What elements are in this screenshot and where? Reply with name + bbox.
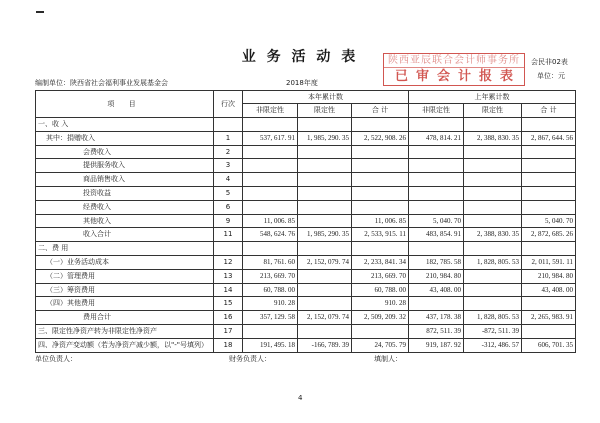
previous-restricted-value: 1, 828, 805. 53 (464, 255, 522, 269)
current-total-value (352, 242, 409, 256)
current-restricted-value (298, 159, 352, 173)
previous-total-value: 5, 040. 70 (522, 214, 576, 228)
row-investment-income (36, 186, 576, 200)
previous-total-value: 2, 265, 983. 91 (522, 311, 576, 325)
row-line-number: 4 (214, 173, 243, 187)
current-total-value: 60, 788. 00 (352, 283, 409, 297)
current-total-value: 2, 533, 915. 11 (352, 228, 409, 242)
row-other-income (36, 214, 576, 228)
stamp-firm-name: 陕西亚辰联合会计师事务所 (384, 54, 524, 68)
stamp-audited-label: 已审会计报表 (394, 69, 521, 84)
row-line-number: 9 (214, 214, 243, 228)
previous-restricted-value (464, 118, 522, 132)
footer-preparer: 填制人： (374, 355, 402, 363)
previous-total-value (522, 159, 576, 173)
previous-total-value (522, 200, 576, 214)
current-restricted-value (298, 186, 352, 200)
row-label: 二、费 用 (36, 242, 214, 256)
header-current-unrestricted: 非限定性 (243, 104, 298, 118)
current-restricted-value (298, 173, 352, 187)
row-line-number: 1 (214, 131, 243, 145)
current-unrestricted-value: 81, 761. 60 (243, 255, 298, 269)
header-current-total: 合 计 (352, 104, 409, 118)
row-label: 一、收 入 (36, 118, 214, 132)
previous-restricted-value (464, 200, 522, 214)
row-label: （一）业务活动成本 (36, 255, 214, 269)
current-restricted-value (298, 269, 352, 283)
header-current-restricted: 限定性 (298, 104, 352, 118)
header-row-periods (36, 91, 576, 104)
current-unrestricted-value: 191, 495. 18 (243, 338, 298, 352)
current-total-value (352, 145, 409, 159)
previous-unrestricted-value: 437, 178. 38 (409, 311, 464, 325)
previous-restricted-value (464, 283, 522, 297)
previous-total-value (522, 186, 576, 200)
row-line-number: 16 (214, 311, 243, 325)
current-unrestricted-value (243, 324, 298, 338)
preparing-organization: 编制单位：陕西省社会福利事业发展基金会 (35, 79, 168, 87)
previous-unrestricted-value: 872, 511. 39 (409, 324, 464, 338)
row-label: 其他收入 (36, 214, 214, 228)
current-restricted-value (298, 283, 352, 297)
current-unrestricted-value (243, 159, 298, 173)
row-other-expenses (36, 297, 576, 311)
header-line-number: 行次 (214, 91, 243, 118)
row-label: （二）管理费用 (36, 269, 214, 283)
current-restricted-value (298, 324, 352, 338)
header-previous-year: 上年累计数 (409, 91, 576, 104)
current-total-value (352, 200, 409, 214)
previous-restricted-value (464, 242, 522, 256)
previous-restricted-value: 1, 828, 805. 53 (464, 311, 522, 325)
previous-total-value: 210, 984. 80 (522, 269, 576, 283)
row-line-number: 12 (214, 255, 243, 269)
row-restriction-release (36, 324, 576, 338)
row-label: 商品销售收入 (36, 173, 214, 187)
previous-total-value (522, 242, 576, 256)
previous-total-value (522, 145, 576, 159)
activity-statement-table (35, 90, 576, 353)
row-service-income (36, 159, 576, 173)
row-label: 会费收入 (36, 145, 214, 159)
row-line-number (214, 118, 243, 132)
current-total-value: 213, 669. 70 (352, 269, 409, 283)
current-total-value (352, 324, 409, 338)
previous-restricted-value: 2, 388, 830. 35 (464, 131, 522, 145)
row-line-number: 17 (214, 324, 243, 338)
form-code: 会民非02表 (531, 58, 568, 66)
row-line-number: 13 (214, 269, 243, 283)
current-total-value: 910. 28 (352, 297, 409, 311)
previous-total-value (522, 297, 576, 311)
row-line-number: 15 (214, 297, 243, 311)
row-label: 经费收入 (36, 200, 214, 214)
previous-unrestricted-value (409, 200, 464, 214)
row-label: 费用合计 (36, 311, 214, 325)
footer-unit-head: 单位负责人： (35, 355, 77, 363)
current-total-value: 11, 006. 85 (352, 214, 409, 228)
current-unrestricted-value: 548, 624. 76 (243, 228, 298, 242)
current-unrestricted-value (243, 200, 298, 214)
row-label: 其中：捐赠收入 (36, 131, 214, 145)
current-restricted-value (298, 297, 352, 311)
previous-unrestricted-value: 919, 187. 92 (409, 338, 464, 352)
current-total-value (352, 186, 409, 200)
current-restricted-value: 2, 152, 079. 74 (298, 311, 352, 325)
row-label: 收入合计 (36, 228, 214, 242)
previous-restricted-value: 2, 388, 830. 35 (464, 228, 522, 242)
previous-total-value: 2, 011, 591. 11 (522, 255, 576, 269)
previous-unrestricted-value: 210, 984. 80 (409, 269, 464, 283)
current-total-value: 24, 705. 79 (352, 338, 409, 352)
previous-restricted-value: -872, 511. 39 (464, 324, 522, 338)
current-total-value (352, 159, 409, 173)
current-unrestricted-value (243, 242, 298, 256)
previous-total-value: 2, 867, 644. 56 (522, 131, 576, 145)
current-restricted-value: 2, 152, 079. 74 (298, 255, 352, 269)
current-restricted-value (298, 242, 352, 256)
current-total-value (352, 118, 409, 132)
previous-restricted-value (464, 269, 522, 283)
row-label: （三）筹资费用 (36, 283, 214, 297)
previous-restricted-value (464, 214, 522, 228)
current-unrestricted-value (243, 145, 298, 159)
header-current-year: 本年累计数 (243, 91, 409, 104)
current-restricted-value: 1, 985, 290. 35 (298, 131, 352, 145)
previous-unrestricted-value: 182, 785. 58 (409, 255, 464, 269)
row-line-number: 5 (214, 186, 243, 200)
previous-restricted-value (464, 297, 522, 311)
row-program-activity-cost (36, 255, 576, 269)
row-line-number: 2 (214, 145, 243, 159)
previous-restricted-value (464, 145, 522, 159)
current-unrestricted-value: 357, 129. 58 (243, 311, 298, 325)
previous-unrestricted-value: 483, 854. 91 (409, 228, 464, 242)
previous-total-value (522, 324, 576, 338)
current-unrestricted-value (243, 186, 298, 200)
row-line-number: 11 (214, 228, 243, 242)
previous-total-value: 43, 408. 00 (522, 283, 576, 297)
row-label: 提供服务收入 (36, 159, 214, 173)
previous-unrestricted-value (409, 145, 464, 159)
current-unrestricted-value: 537, 617. 91 (243, 131, 298, 145)
current-unrestricted-value: 11, 006. 85 (243, 214, 298, 228)
current-restricted-value: 1, 985, 290. 35 (298, 228, 352, 242)
previous-unrestricted-value (409, 186, 464, 200)
previous-unrestricted-value: 478, 814. 21 (409, 131, 464, 145)
row-label: 投资收益 (36, 186, 214, 200)
row-line-number: 3 (214, 159, 243, 173)
row-donation-income (36, 131, 576, 145)
header-item: 项 目 (36, 91, 214, 118)
previous-unrestricted-value (409, 173, 464, 187)
current-restricted-value (298, 214, 352, 228)
row-total-income (36, 228, 576, 242)
page-title: 业 务 活 动 表 (241, 49, 359, 65)
current-unrestricted-value (243, 173, 298, 187)
current-restricted-value (298, 145, 352, 159)
row-line-number (214, 242, 243, 256)
previous-unrestricted-value (409, 118, 464, 132)
current-unrestricted-value: 910. 28 (243, 297, 298, 311)
current-unrestricted-value: 60, 788. 00 (243, 283, 298, 297)
currency-unit: 单位：元 (537, 72, 565, 80)
previous-total-value (522, 118, 576, 132)
previous-unrestricted-value (409, 159, 464, 173)
current-restricted-value (298, 200, 352, 214)
current-total-value: 2, 233, 841. 34 (352, 255, 409, 269)
previous-restricted-value (464, 159, 522, 173)
row-net-asset-change (36, 338, 576, 352)
previous-unrestricted-value: 43, 408. 00 (409, 283, 464, 297)
current-total-value: 2, 509, 209. 32 (352, 311, 409, 325)
header-previous-unrestricted: 非限定性 (409, 104, 464, 118)
page-number: 4 (298, 394, 303, 402)
previous-unrestricted-value: 5, 040. 70 (409, 214, 464, 228)
previous-total-value (522, 173, 576, 187)
footer-finance-head: 财务负责人： (229, 355, 271, 363)
row-label: 三、限定性净资产转为非限定性净资产 (36, 324, 214, 338)
current-total-value: 2, 522, 908. 26 (352, 131, 409, 145)
current-total-value (352, 173, 409, 187)
row-line-number: 18 (214, 338, 243, 352)
current-restricted-value (298, 118, 352, 132)
section-income (36, 118, 576, 132)
row-fundraising-expenses (36, 283, 576, 297)
header-previous-restricted: 限定性 (464, 104, 522, 118)
row-line-number: 14 (214, 283, 243, 297)
current-restricted-value: -166, 789. 39 (298, 338, 352, 352)
row-label: 四、净资产变动额（若为净资产减少额，以"-"号填列） (36, 338, 214, 352)
current-unrestricted-value (243, 118, 298, 132)
section-expenses (36, 242, 576, 256)
previous-restricted-value (464, 186, 522, 200)
report-period: 2018年度 (286, 79, 318, 87)
current-unrestricted-value: 213, 669. 70 (243, 269, 298, 283)
row-total-expenses (36, 311, 576, 325)
audit-stamp (383, 53, 525, 86)
previous-restricted-value (464, 173, 522, 187)
previous-unrestricted-value (409, 242, 464, 256)
row-line-number: 6 (214, 200, 243, 214)
row-membership-fee-income (36, 145, 576, 159)
previous-restricted-value: -312, 486. 57 (464, 338, 522, 352)
row-merchandise-sales-income (36, 173, 576, 187)
corner-mark (36, 11, 44, 13)
header-previous-total: 合 计 (522, 104, 576, 118)
previous-total-value: 606, 701. 35 (522, 338, 576, 352)
row-management-expenses (36, 269, 576, 283)
row-label: （四）其他费用 (36, 297, 214, 311)
previous-total-value: 2, 872, 685. 26 (522, 228, 576, 242)
row-funding-income (36, 200, 576, 214)
previous-unrestricted-value (409, 297, 464, 311)
